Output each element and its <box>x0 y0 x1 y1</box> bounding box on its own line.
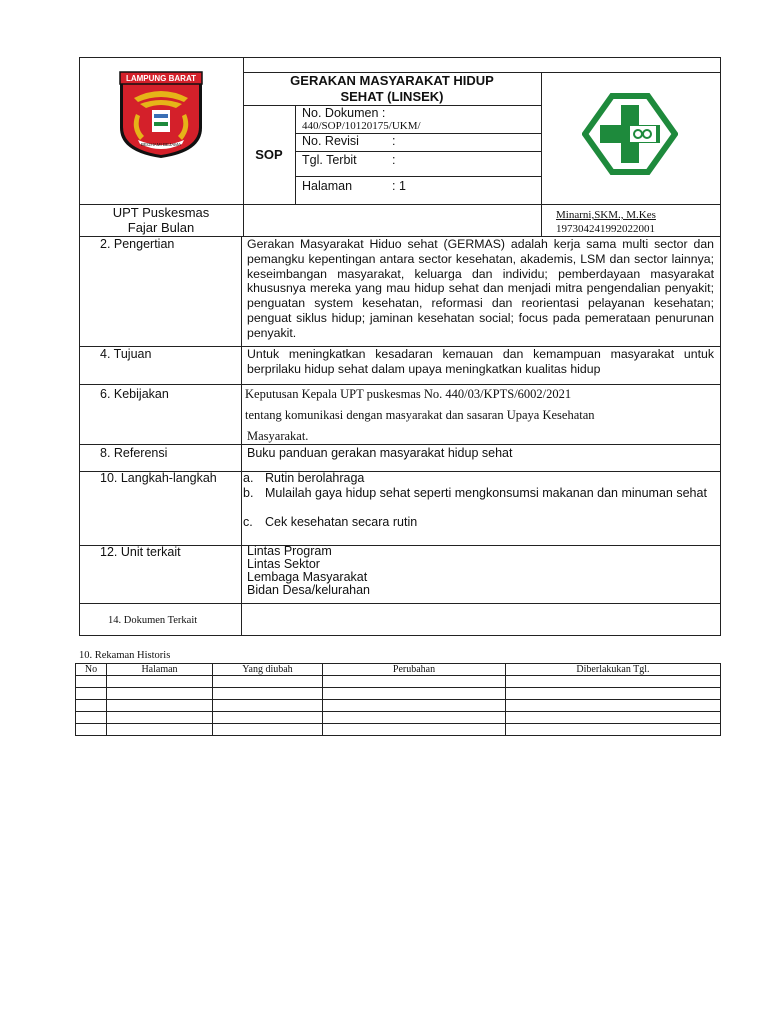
halaman-label: Halaman <box>302 179 353 193</box>
section-label-tujuan: 4. Tujuan <box>100 347 152 361</box>
table-row <box>76 712 721 724</box>
section-label-kebijakan: 6. Kebijakan <box>100 387 169 401</box>
history-col-yang-diubah: Yang diubah <box>213 664 323 676</box>
revisi-value: : <box>392 134 396 148</box>
section-text-tujuan: Untuk meningkatkan kesadaran kemauan dan kemampuan masyarakat untuk berprilaku hidup sehat dalam upaya meningkatkan kualitas hidup <box>247 347 714 376</box>
svg-text:BEGHAMI BEJAMA: BEGHAMI BEJAMA <box>140 142 182 147</box>
signer-name: Minarni,SKM., M.Kes <box>556 209 656 221</box>
table-row <box>76 700 721 712</box>
langkah-marker-a: a. <box>243 471 254 485</box>
sop-label: SOP <box>255 147 283 162</box>
history-col-diberlakukan: Diberlakukan Tgl. <box>506 664 721 676</box>
langkah-text-a: Rutin berolahraga <box>265 471 365 485</box>
terbit-label: Tgl. Terbit <box>302 153 357 167</box>
sop-title-line2: SEHAT (LINSEK) <box>340 89 444 104</box>
history-col-perubahan: Perubahan <box>323 664 506 676</box>
history-col-no: No <box>76 664 107 676</box>
section-label-pengertian: 2. Pengertian <box>100 237 175 251</box>
section-label-referensi: 8. Referensi <box>100 446 168 460</box>
section-text-pengertian: Gerakan Masyarakat Hiduo sehat (GERMAS) adalah kerja sama multi sector dan pemangku kepentingan antara sector kesehatan, akademis, LSM dan sector lainnya; keseimbangan masyarakat, keluarga dan individu; pemberdayaan masyarakat khususnya mereka yang mau hidup sehat dan menjadi mitra pengendalian penyakit; penguatan system kesehatan, reformasi dan reorientasi pelayanan kesehatan; penguat siklus hidup; jaminan kesehatan social; focus pada pemerataan penurunan penyakit. <box>247 237 714 340</box>
kebijakan-line3: Masyarakat. <box>247 429 309 443</box>
table-row <box>76 676 721 688</box>
langkah-marker-c: c. <box>243 515 253 529</box>
svg-text:LAMPUNG BARAT: LAMPUNG BARAT <box>125 74 197 83</box>
section-label-langkah: 10. Langkah-langkah <box>100 471 217 485</box>
revisi-label: No. Revisi <box>302 134 359 148</box>
kebijakan-line2: tentang komunikasi dengan masyarakat dan sasaran Upaya Kesehatan <box>245 408 595 422</box>
doc-no-value: 440/SOP/10120175/UKM/ <box>302 120 421 132</box>
table-row <box>76 724 721 736</box>
history-table <box>75 663 721 736</box>
org-name-line2: Fajar Bulan <box>127 220 195 235</box>
history-col-halaman: Halaman <box>107 664 213 676</box>
langkah-text-b: Mulailah gaya hidup sehat seperti mengkonsumsi makanan dan minuman sehat <box>265 486 707 500</box>
puskesmas-logo <box>582 93 678 175</box>
org-name-line1: UPT Puskesmas <box>112 205 210 220</box>
unit-item: Bidan Desa/kelurahan <box>247 583 370 597</box>
unit-item: Lintas Sektor <box>247 557 320 571</box>
langkah-text-c: Cek kesehatan secara rutin <box>265 515 418 529</box>
section-text-referensi: Buku panduan gerakan masyarakat hidup sehat <box>247 446 513 460</box>
history-title: 10. Rekaman Historis <box>79 650 171 661</box>
lampung-barat-emblem <box>116 70 206 160</box>
kebijakan-line1: Keputusan Kepala UPT puskesmas No. 440/03/KPTS/6002/2021 <box>245 387 572 401</box>
table-row <box>76 688 721 700</box>
history-header-row <box>76 664 721 676</box>
halaman-value: : 1 <box>392 179 406 193</box>
langkah-marker-b: b. <box>243 486 254 500</box>
doc-no-label: No. Dokumen : <box>302 106 386 120</box>
section-label-unit: 12. Unit terkait <box>100 545 181 559</box>
terbit-value: : <box>392 153 396 167</box>
unit-item: Lintas Program <box>247 544 332 558</box>
unit-item: Lembaga Masyarakat <box>247 570 368 584</box>
signer-nip: 197304241992022001 <box>556 223 655 235</box>
sop-title-line1: GERAKAN MASYARAKAT HIDUP <box>290 73 494 88</box>
section-label-dokumen: 14. Dokumen Terkait <box>108 615 198 626</box>
